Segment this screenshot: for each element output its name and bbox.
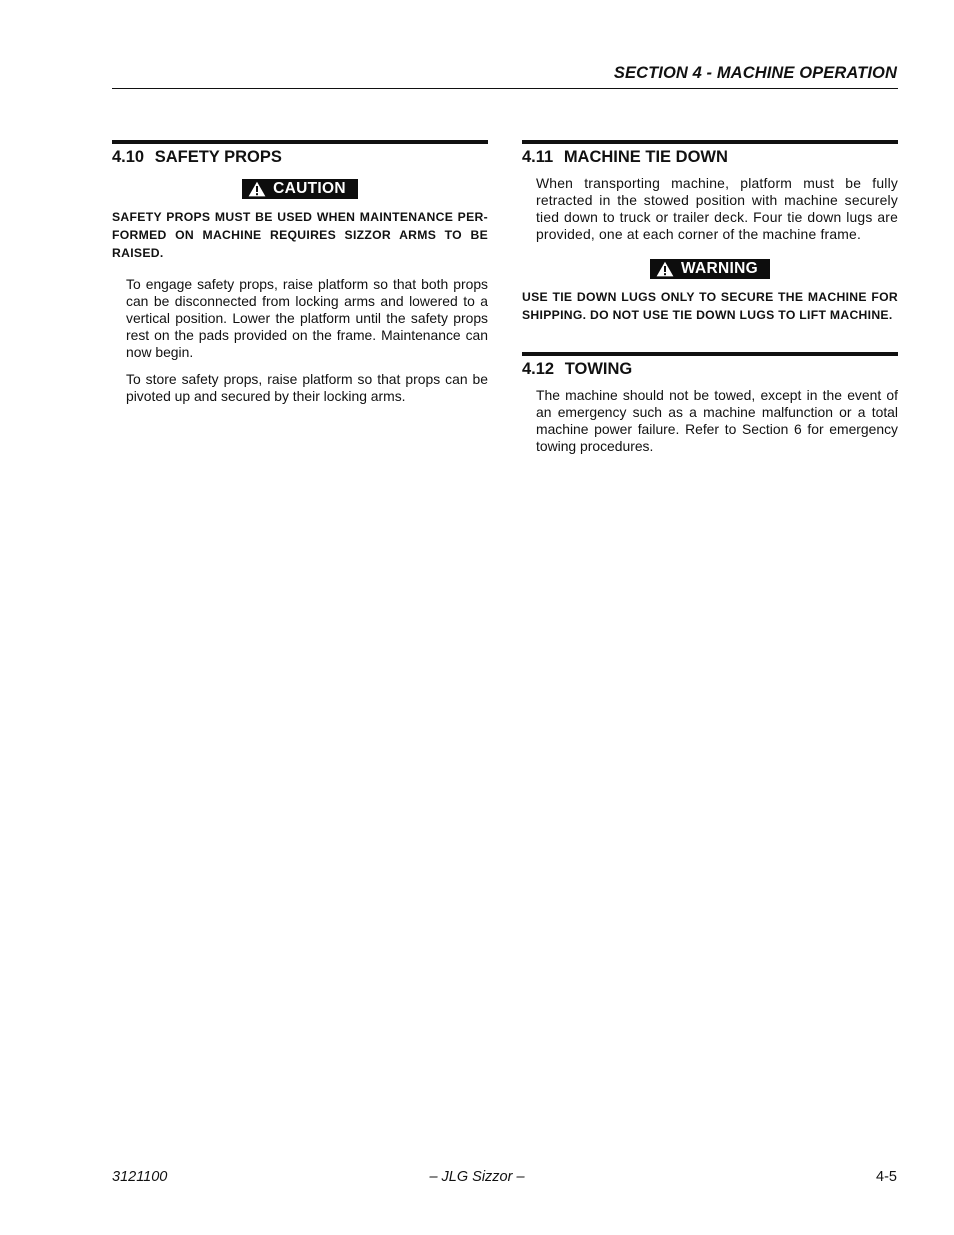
section-heading (522, 148, 898, 167)
section-title: MACHINE TIE DOWN (563, 148, 728, 166)
section-number: 4.11 (522, 148, 554, 166)
left-column (112, 140, 488, 415)
warning-label: WARNING (680, 260, 758, 277)
section-title: TOWING (564, 360, 633, 378)
section-heading (112, 148, 488, 167)
section-title: SAFETY PROPS (154, 148, 282, 166)
section-heading (522, 360, 898, 379)
paragraph: The machine should not be towed, except in the event of an emergency such as a machine malfunction or a total machine power failure. Refer to Section 6 for emergency towing procedures. (536, 387, 898, 454)
warning-triangle-icon (248, 181, 266, 197)
caution-box (242, 179, 358, 199)
warning-banner (522, 259, 898, 282)
section-number: 4.10 (112, 148, 145, 166)
footer-page-number: 4-5 (876, 1169, 897, 1185)
section-safety-props (112, 140, 488, 405)
section-towing (522, 352, 898, 455)
caution-text: SAFETY PROPS MUST BE USED WHEN MAINTENANCE PER-FORMED ON MACHINE REQUIRES SIZZOR ARMS TO BE RAISED. (112, 210, 488, 260)
warning-text: USE TIE DOWN LUGS ONLY TO SECURE THE MACHINE FOR SHIPPING. DO NOT USE TIE DOWN LUGS TO LIFT MACHINE. (522, 290, 898, 322)
header-rule (112, 88, 898, 89)
right-column (522, 140, 898, 455)
caution-banner (112, 179, 488, 202)
caution-label: CAUTION (273, 180, 346, 197)
warning-box (650, 259, 770, 279)
paragraph: To store safety props, raise platform so that props can be pivoted up and secured by their locking arms. (126, 371, 488, 404)
footer-doc-number: 3121100 (112, 1169, 168, 1185)
section-machine-tie-down (522, 140, 898, 324)
paragraph: To engage safety props, raise platform so that both props can be disconnected from locking arms and lowered to a vertical position. Lower the platform until the safety props rest on the pads provided on the frame. Maintenance can now begin. (126, 276, 488, 360)
warning-triangle-icon (656, 261, 674, 277)
footer-product: – JLG Sizzor – (429, 1169, 525, 1185)
section-header-title: SECTION 4 - MACHINE OPERATION (613, 64, 897, 82)
section-number: 4.12 (522, 360, 555, 378)
paragraph: When transporting machine, platform must be fully retracted in the stowed position with machine securely tied down to truck or trailer deck. Four tie down lugs are provided, one at each corner of the machine frame. (536, 175, 898, 242)
